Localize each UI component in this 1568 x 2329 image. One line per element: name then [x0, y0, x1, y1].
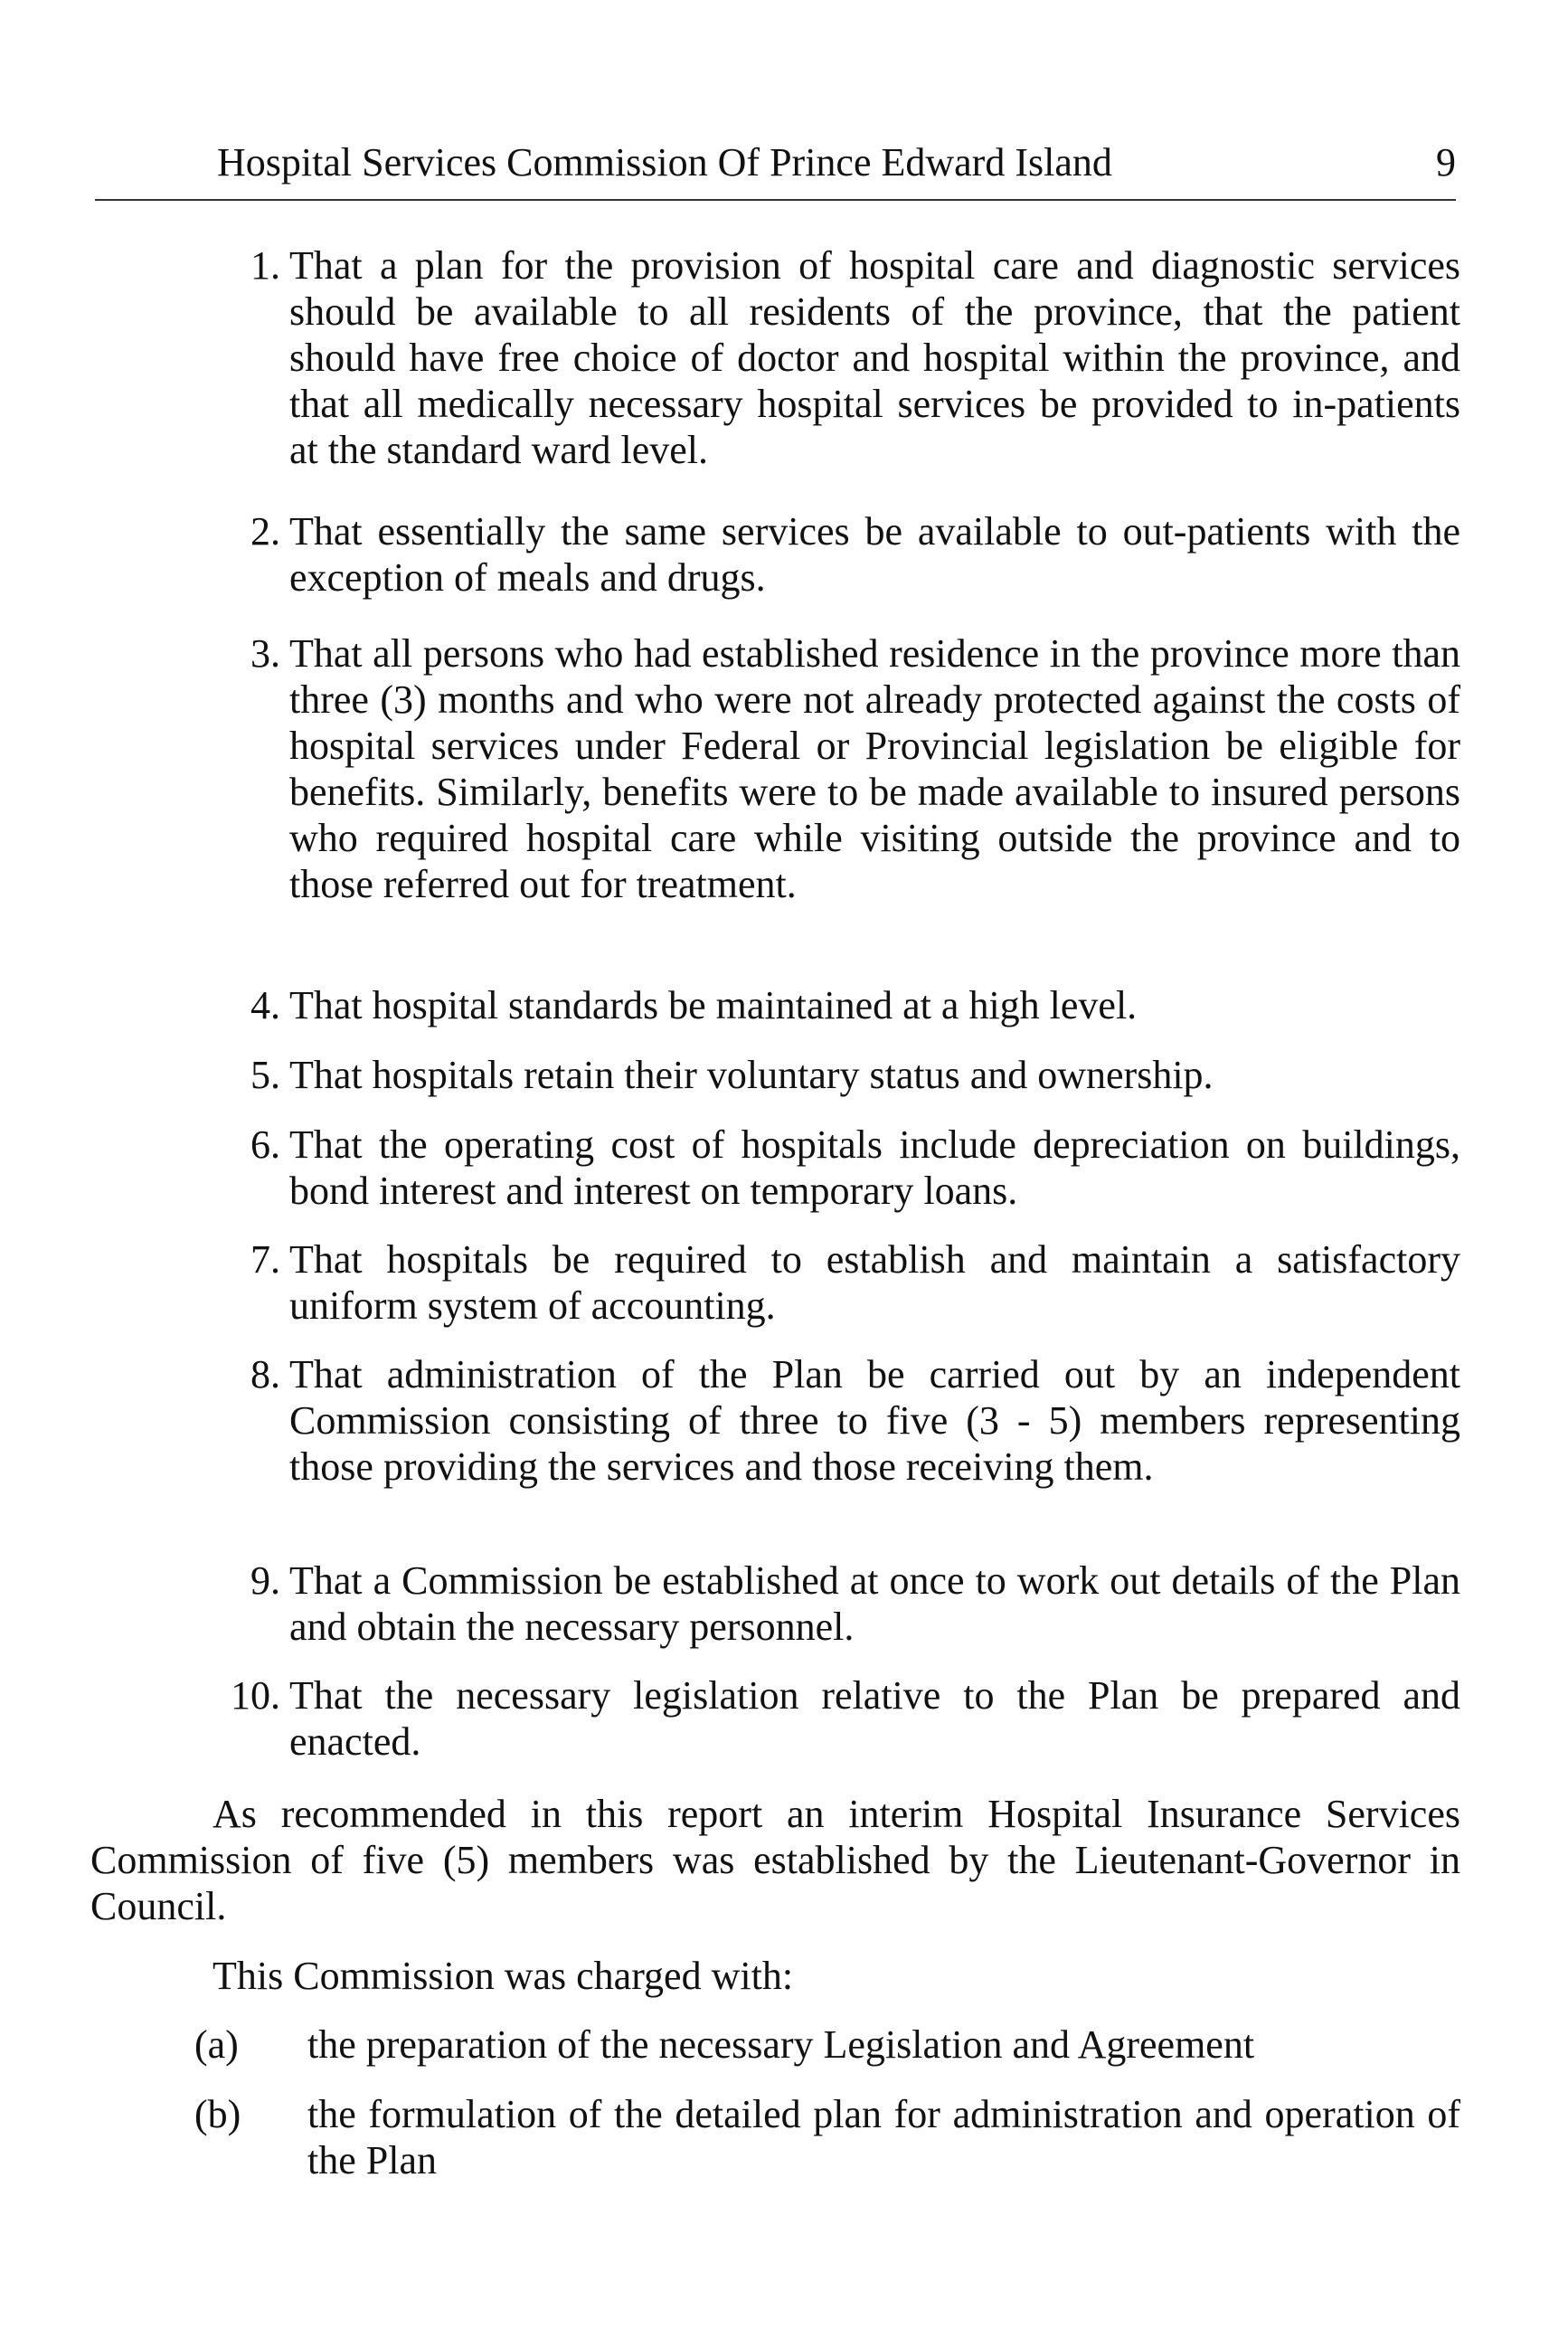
- item-number: 1.: [250, 243, 280, 288]
- charged-intro: This Commission was charged with:: [213, 1954, 794, 1998]
- body-paragraph: As recommended in this report an interim Hospital Insurance Services Commission of five (5) members was established by the Lieutenant-Governor in Council.: [90, 1792, 1460, 1928]
- recommendation-item-8: [250, 1351, 1460, 1490]
- sub-item-label: (b): [194, 2092, 241, 2136]
- item-number: 4.: [250, 983, 280, 1027]
- recommendation-item-10: [231, 1672, 1460, 1765]
- item-text: That essentially the same services be available to out-patients with the exception of meals and drugs.: [289, 509, 1460, 600]
- item-text: That hospitals retain their voluntary status and ownership.: [289, 1053, 1214, 1097]
- item-text: That a Commission be established at once to work out details of the Plan and obtain the necessary personnel.: [289, 1558, 1460, 1649]
- sub-item-text: the formulation of the detailed plan for administration and operation of the Plan: [307, 2092, 1460, 2182]
- recommendation-item-7: [250, 1236, 1460, 1329]
- recommendation-item-5: [250, 1052, 1460, 1098]
- recommendation-item-1: [250, 242, 1460, 473]
- recommendation-item-3: [250, 630, 1460, 907]
- item-text: That hospital standards be maintained at a high level.: [289, 983, 1138, 1027]
- header-rule: [95, 199, 1456, 201]
- item-text: That all persons who had established residence in the province more than three (3) months and who were not already protected against the costs of hospital services under Federal or Provincial legislation be eligible for benefits. Similarly, benefits were to be made available to insured persons who required hospital care while visiting outside the province and to those referred out for treatment.: [289, 631, 1460, 906]
- item-text: That the necessary legislation relative to the Plan be prepared and enacted.: [289, 1673, 1460, 1764]
- item-number: 10.: [231, 1673, 280, 1718]
- sub-item-a: [194, 2021, 1460, 2068]
- recommendation-item-6: [250, 1122, 1460, 1214]
- recommendation-item-2: [250, 508, 1460, 601]
- item-number: 9.: [250, 1558, 280, 1603]
- recommendation-item-9: [250, 1557, 1460, 1650]
- item-text: That administration of the Plan be carried out by an independent Commission consisting of three to five (3 - 5) members representing those providing the services and those receiving them.: [289, 1352, 1460, 1489]
- item-text: That hospitals be required to establish and maintain a satisfactory uniform system of accounting.: [289, 1237, 1460, 1328]
- item-text: That a plan for the provision of hospital care and diagnostic services should be available to all residents of the province, that the patient should have free choice of doctor and hospital within the province, and that all medically necessary hospital services be provided to in-patients at the standard ward level.: [289, 243, 1460, 472]
- recommendation-item-4: [250, 982, 1460, 1028]
- running-header: [217, 136, 1456, 190]
- sub-item-label: (a): [194, 2022, 239, 2067]
- item-number: 3.: [250, 631, 280, 676]
- item-number: 6.: [250, 1122, 280, 1167]
- item-number: 5.: [250, 1053, 280, 1097]
- sub-item-text: the preparation of the necessary Legislation and Agreement: [307, 2022, 1255, 2067]
- item-number: 2.: [250, 509, 280, 554]
- header-title: Hospital Services Commission Of Prince Edward Island: [217, 140, 1112, 185]
- item-number: 7.: [250, 1237, 280, 1282]
- item-number: 8.: [250, 1352, 280, 1396]
- page-number: 9: [1436, 140, 1456, 185]
- sub-item-b: [194, 2091, 1460, 2183]
- item-text: That the operating cost of hospitals include depreciation on buildings, bond interest and interest on temporary loans.: [289, 1122, 1460, 1213]
